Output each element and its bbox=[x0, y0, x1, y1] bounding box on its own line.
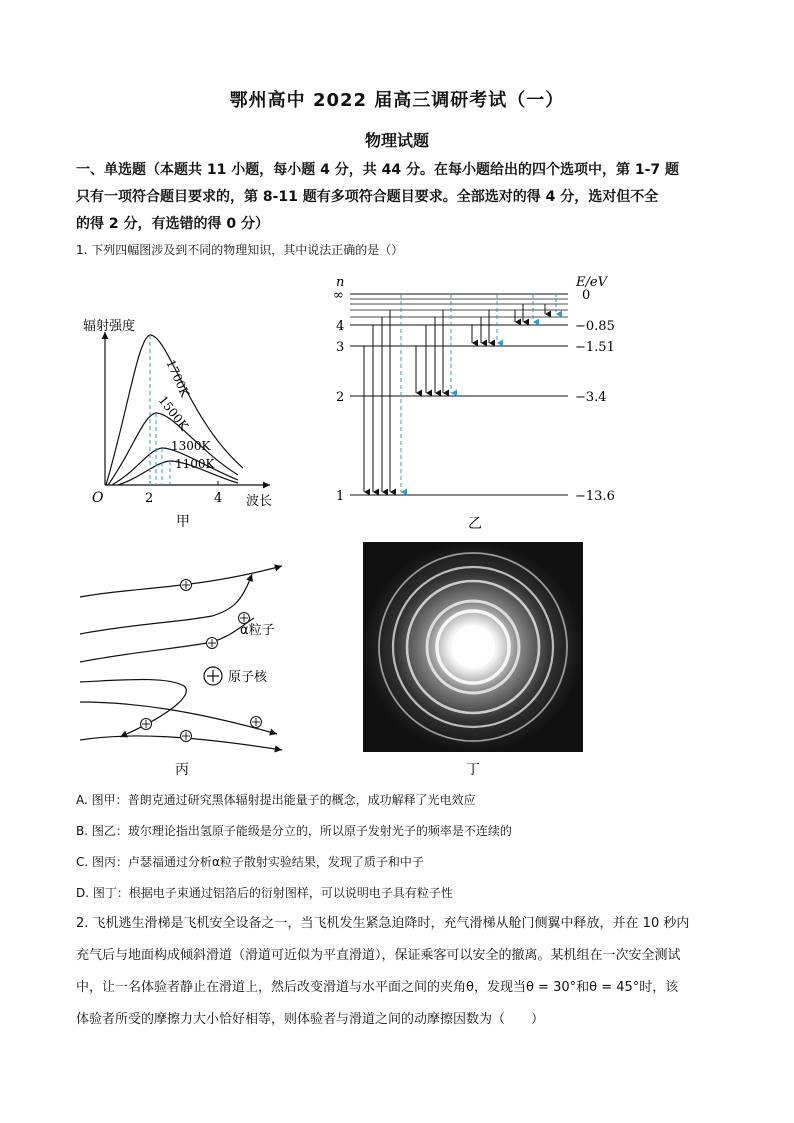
question-2-line: 中，让一名体验者静止在滑道上，然后改变滑道与水平面之间的夹角θ，发现当θ = 30°和θ = 45°时，该 bbox=[76, 980, 679, 995]
question-2-line: 2. 飞机逃生滑梯是飞机安全设备之一，当飞机发生紧急迫降时，充气滑梯从舱门侧翼中释放，并在 10 秒内 bbox=[76, 916, 690, 931]
y-axis-label: 辐射强度 bbox=[83, 319, 136, 334]
nucleus-label: 原子核 bbox=[228, 670, 268, 685]
alpha-particle-label: α粒子 bbox=[240, 623, 275, 638]
section-instructions bbox=[76, 157, 726, 238]
curve-label-1500k: 1500K bbox=[155, 393, 191, 433]
inf-label: ∞ bbox=[333, 288, 344, 303]
figure-electron-diffraction bbox=[360, 542, 586, 782]
level-n-1: 1 bbox=[336, 489, 345, 504]
n-label: n bbox=[336, 275, 345, 290]
section-line: 只有一项符合题目要求的，第 8-11 题有多项符合题目要求。全部选对的得 4 分，选对但不全 bbox=[76, 189, 659, 205]
level-n-4: 4 bbox=[336, 319, 345, 334]
energy-unit-label: E/eV bbox=[576, 275, 607, 290]
question-2-line: 充气后与地面构成倾斜滑道（滑道可近似为平直滑道），保证乘客可以安全的撤离。某机组在一次安全测试 bbox=[76, 948, 681, 963]
section-line: 一、单选题（本题共 11 小题，每小题 4 分，共 44 分。在每小题给出的四个选项中，第 1-7 题 bbox=[76, 162, 679, 178]
figure-caption-jia: 甲 bbox=[176, 514, 190, 530]
level-n-2: 2 bbox=[336, 390, 345, 405]
section-line: 的得 2 分，有选错的得 0 分） bbox=[76, 216, 269, 232]
x-tick-2: 2 bbox=[145, 491, 154, 506]
energy-label-0: 0 bbox=[582, 288, 591, 303]
option-d: D. 图丁：根据电子束通过铝箔后的衍射图样，可以说明电子具有粒子性 bbox=[76, 886, 453, 900]
question-1-stem: 1. 下列四幅图涉及到不同的物理知识，其中说法正确的是（） bbox=[76, 243, 404, 257]
figure-caption-bing: 丙 bbox=[175, 762, 189, 778]
figure-caption-ding: 丁 bbox=[466, 762, 480, 778]
question-2-line: 体验者所受的摩擦力大小恰好相等，则体验者与滑道之间的动摩擦因数为（ ） bbox=[76, 1012, 545, 1027]
option-a: A. 图甲：普朗克通过研究黑体辐射提出能量子的概念，成功解释了光电效应 bbox=[76, 793, 476, 807]
energy-label-3: −1.51 bbox=[575, 340, 615, 355]
page-title: 鄂州高中 2022 届高三调研考试（一） bbox=[229, 90, 565, 111]
figure-caption-yi: 乙 bbox=[468, 516, 482, 532]
level-n-3: 3 bbox=[336, 340, 345, 355]
x-axis-label: 波长 bbox=[246, 494, 273, 509]
figure-alpha-scattering bbox=[72, 552, 312, 782]
page-subtitle: 物理试题 bbox=[364, 131, 429, 150]
option-c: C. 图丙：卢瑟福通过分析α粒子散射实验结果，发现了质子和中子 bbox=[76, 855, 424, 869]
x-tick-4: 4 bbox=[214, 491, 223, 506]
curve-label-1100k: 1100K bbox=[175, 457, 215, 471]
option-b: B. 图乙：玻尔理论指出氢原子能级是分立的，所以原子发射光子的频率是不连续的 bbox=[76, 824, 512, 838]
energy-label-4: −0.85 bbox=[575, 319, 615, 334]
curve-label-1700k: 1700K bbox=[163, 357, 193, 400]
figure-blackbody bbox=[78, 310, 288, 535]
curve-label-1300k: 1300K bbox=[171, 439, 211, 453]
figure-energy-levels bbox=[330, 270, 620, 535]
origin-label: O bbox=[92, 490, 104, 506]
energy-label-1: −13.6 bbox=[575, 489, 615, 504]
energy-label-2: −3.4 bbox=[575, 390, 607, 405]
